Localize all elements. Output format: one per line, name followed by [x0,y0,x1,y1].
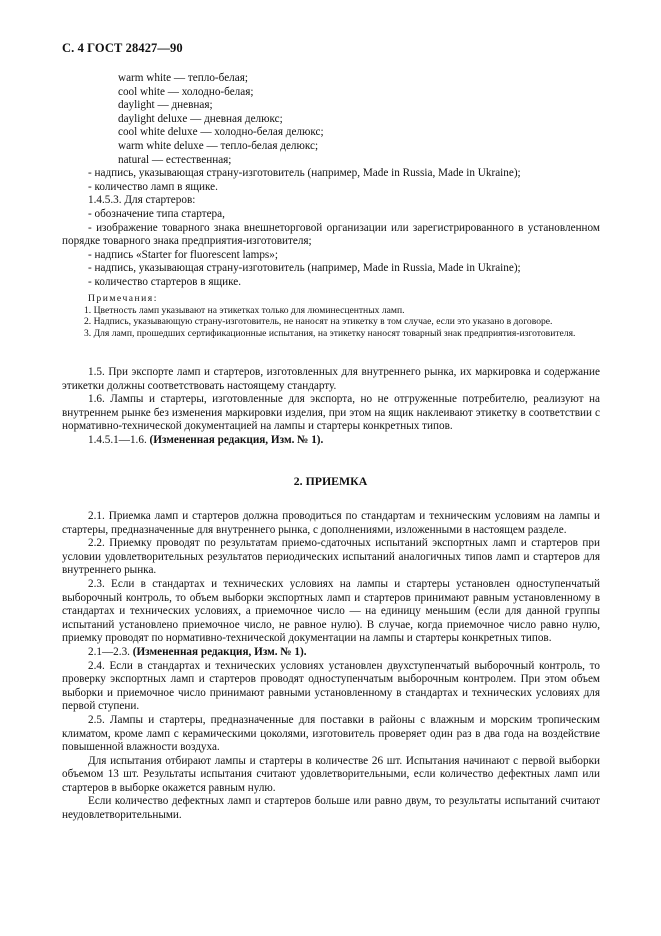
paragraph: 1.6. Лампы и стартеры, изготовленные для экспорта, но не отгруженные потребителю, реализуют на внутреннем рынке без изменения маркировки изделия, при этом на ящик наклеивают этикетку в соответствии с нормативно-технической документацией на лампы и стартеры конкретных типов. [62,393,600,433]
paragraph: 2.4. Если в стандартах и технических условиях установлен двухступенчатый выборочный контроль, то проверку экспортных ламп и стартеров проводят одноступенчатым выборочным контролем. При этом объем выборки и приемочное число принимают равными установленному в стандартах и технических условиях для первой ступени. [62,659,600,713]
list-item: - количество ламп в ящике. [88,180,218,193]
paragraph: 2.1. Приемка ламп и стартеров должна проводиться по стандартам и техническим условиям на лампы и стартеры, предназначенные для внутреннего рынка, с дополнениями, изложенными в настоящем разделе. [62,510,600,536]
section-title: 2. ПРИЕМКА [293,474,368,488]
paragraph: 2.3. Если в стандартах и технических условиях на лампы и стартеры установлен одноступенчатый выборочный контроль, то объем выборки экспортных ламп и стартеров принимают равным установленному в стандартах и технических условиях, а приемочное число — на единицу меньшим (если для данной группы испытаний установлено приемочное число, не равное нулю). В случае, когда приемочное число равно нулю, приемку проводят по нормативно-технической документации на лампы и стартеры конкретных типов. [62,577,600,645]
amendment-text: (Измененная редакция, Изм. № 1). [132,645,307,658]
amendment-ref: 2.1—2.3. [88,645,133,658]
amendment-note [62,434,600,448]
list-item: - изображение товарного знака внешнеторговой организации или зарегистрированного в установленном порядке товарного знака предприятия-изготовителя; [62,221,600,248]
paragraph: 2.5. Лампы и стартеры, предназначенные для поставки в районы с влажным и морским тропическим климатом, кроме ламп с керамическими цоколями, изготовитель проверяет один раз в два года на воздействие повышенной влажности воздуха. [62,713,600,754]
list-item: - надпись, указывающая страну-изготовитель (например, Made in Russia, Made in Ukraine); [88,262,521,275]
paragraph: 1.5. При экспорте ламп и стартеров, изготовленных для внутреннего рынка, их маркировка и содержание этикетки должны соответствовать настоящему стандарту. [62,366,600,392]
notes-title: Примечания: [88,293,158,304]
color-line: warm white deluxe — тепло-белая делюкс; [118,139,319,152]
list-item: - количество стартеров в ящике. [88,275,241,288]
amendment-note [62,646,600,660]
amendment-text: (Измененная редакция, Изм. № 1). [149,433,324,446]
amendment-ref: 1.4.5.1—1.6. [88,433,150,446]
section-2-body [62,510,600,823]
paragraph: 2.2. Приемку проводят по результатам приемо-сдаточных испытаний экспортных ламп и стартеров при условии удовлетворительных результатов периодических испытаний аналогичных типов ламп и стартеров для внутреннего рынка. [62,537,600,577]
page-header: С. 4 ГОСТ 28427—90 [62,41,183,55]
list-item: - обозначение типа стартера, [88,207,225,220]
paragraph: Если количество дефектных ламп и стартеров больше или равно двум, то результаты испытаний считают неудовлетворительными. [62,795,600,822]
color-line: daylight deluxe — дневная делюкс; [118,112,283,125]
color-list [62,72,600,290]
color-line: warm white — тепло-белая; [118,72,248,84]
section-1-tail [62,366,600,448]
starters-heading: 1.4.5.3. Для стартеров: [88,194,196,207]
color-line: natural — естественная; [118,153,232,166]
color-line: cool white — холодно-белая; [118,85,254,98]
note-item: 2. Надпись, указывающую страну-изготовитель, не наносят на этикетку в том случае, если это указано в договоре. [84,316,553,328]
list-item: - надпись «Starter for fluorescent lamps»; [88,248,278,261]
color-line: daylight — дневная; [118,99,213,112]
note-item: 1. Цветность ламп указывают на этикетках только для люминесцентных ламп. [84,304,405,316]
color-line: cool white deluxe — холодно-белая делюкс; [118,126,324,139]
paragraph: Для испытания отбирают лампы и стартеры в количестве 26 шт. Испытания начинают с первой выборки объемом 13 шт. Результаты испытания считают удовлетворительными, если количество дефектных ламп или стартеров в выборке окажется равным нулю. [62,754,600,794]
list-item: - надпись, указывающая страну-изготовитель (например, Made in Russia, Made in Ukraine); [88,167,521,180]
notes-block [62,293,600,339]
note-item: 3. Для ламп, прошедших сертификационные испытания, на этикетку наносят товарный знак предприятия-изготовителя. [84,327,576,339]
